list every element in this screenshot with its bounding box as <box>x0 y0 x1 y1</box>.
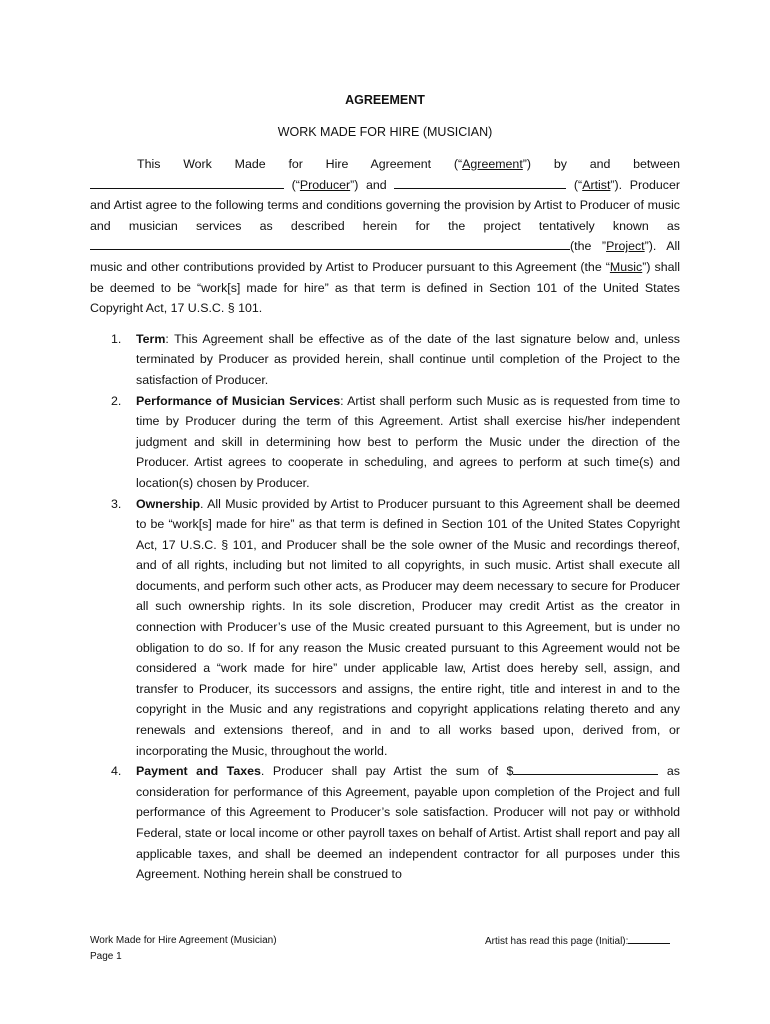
initial-label: Artist has read this page (Initial): <box>485 936 629 947</box>
project-defined-term: Project <box>606 239 645 254</box>
footer-right <box>485 933 670 950</box>
section-performance: 2. Performance of Musician Services: Artist shall perform such Music as is requested from time to time by Producer during the term of this Agreement. Artist shall exercise his/her independent judgment and skill in determining how best to perform the Music under the direction of the Producer. Artist agrees to cooperate in scheduling, and agrees to perform at such time(s) and location(s) chosen by Producer. <box>90 391 680 494</box>
section-term: 1. Term: This Agreement shall be effective as of the date of the last signature below and, unless terminated by Producer as provided herein, shall continue until completion of the Project to the satisfaction of Producer. <box>90 329 680 391</box>
document-title: AGREEMENT <box>345 93 425 107</box>
footer-left <box>90 933 277 965</box>
agreement-body <box>90 154 680 885</box>
payment-amount-blank[interactable] <box>513 761 658 775</box>
section-payment: 4. Payment and Taxes. Producer shall pay Artist the sum of $ as consideration for performance of this Agreement, payable upon completion of the Project and full performance of this Agreement to Producer’s sole satisfaction. Producer will not pay or withhold Federal, state or local income or other payroll taxes on behalf of Artist. Artist shall report and pay all applicable taxes, and shall be deemed an independent contractor for all purposes under this Agreement. Nothing herein shall be construed to <box>90 761 680 885</box>
music-defined-term: Music <box>609 259 643 274</box>
footer-page-number: Page 1 <box>90 951 122 962</box>
artist-defined-term: Artist <box>582 177 611 192</box>
producer-name-blank[interactable] <box>90 175 284 189</box>
document-subtitle: WORK MADE FOR HIRE (MUSICIAN) <box>277 125 493 139</box>
sections-list <box>90 329 680 885</box>
project-name-blank[interactable] <box>90 236 570 250</box>
producer-defined-term: Producer <box>299 177 351 192</box>
footer-document-name: Work Made for Hire Agreement (Musician) <box>90 935 277 946</box>
section-number: 4. <box>111 764 122 779</box>
agreement-defined-term: Agreement <box>462 157 523 171</box>
section-number: 2. <box>111 393 122 408</box>
section-heading: Term <box>136 331 166 346</box>
section-ownership: 3. Ownership. All Music provided by Artist to Producer pursuant to this Agreement shall be deemed to be “work[s] made for hire” as that term is defined in Section 101 of the United States Copyright Act, 17 U.S.C. § 101, and Producer shall be the sole owner of the Music and recordings thereof, and of all rights, including but not limited to all copyrights, in such music. Artist shall execute all documents, and perform such other acts, as Producer may deem necessary to secure for Producer all such ownership rights. In its sole discretion, Producer may credit Artist as the creator in connection with Producer’s use of the Music created pursuant to this Agreement, but is under no obligation to do so. If for any reason the Music created pursuant to this Agreement would not be considered a “work made for hire” under applicable law, Artist does hereby sell, assign, and transfer to Producer, its successors and assigns, the entire right, title and interest in and to the copyright in the Music and any registrations and copyright applications relating thereto and any renewals and extensions thereof, and in and to all works based upon, derived from, or incorporating the Music, throughout the world. <box>90 494 680 762</box>
section-heading: Performance of Musician Services <box>136 393 341 408</box>
artist-name-blank[interactable] <box>394 175 566 189</box>
initial-blank[interactable] <box>628 933 670 944</box>
section-heading: Payment and Taxes <box>136 764 261 779</box>
section-number: 1. <box>111 331 122 346</box>
section-heading: Ownership <box>136 496 201 511</box>
section-number: 3. <box>111 496 122 511</box>
intro-paragraph: This Work Made for Hire Agreement (“Agreement”) by and between (“Producer”) and (“Artist”). Producer and Artist agree to the following terms and conditions governing the provision by Artist to Producer of music and musician services as described herein for the project tentatively known as(the ”Project”). All music and other contributions provided by Artist to Producer pursuant to this Agreement (the “Music”) shall be deemed to be “work[s] made for hire” as that term is defined in Section 101 of the United States Copyright Act, 17 U.S.C. § 101. <box>90 157 681 316</box>
